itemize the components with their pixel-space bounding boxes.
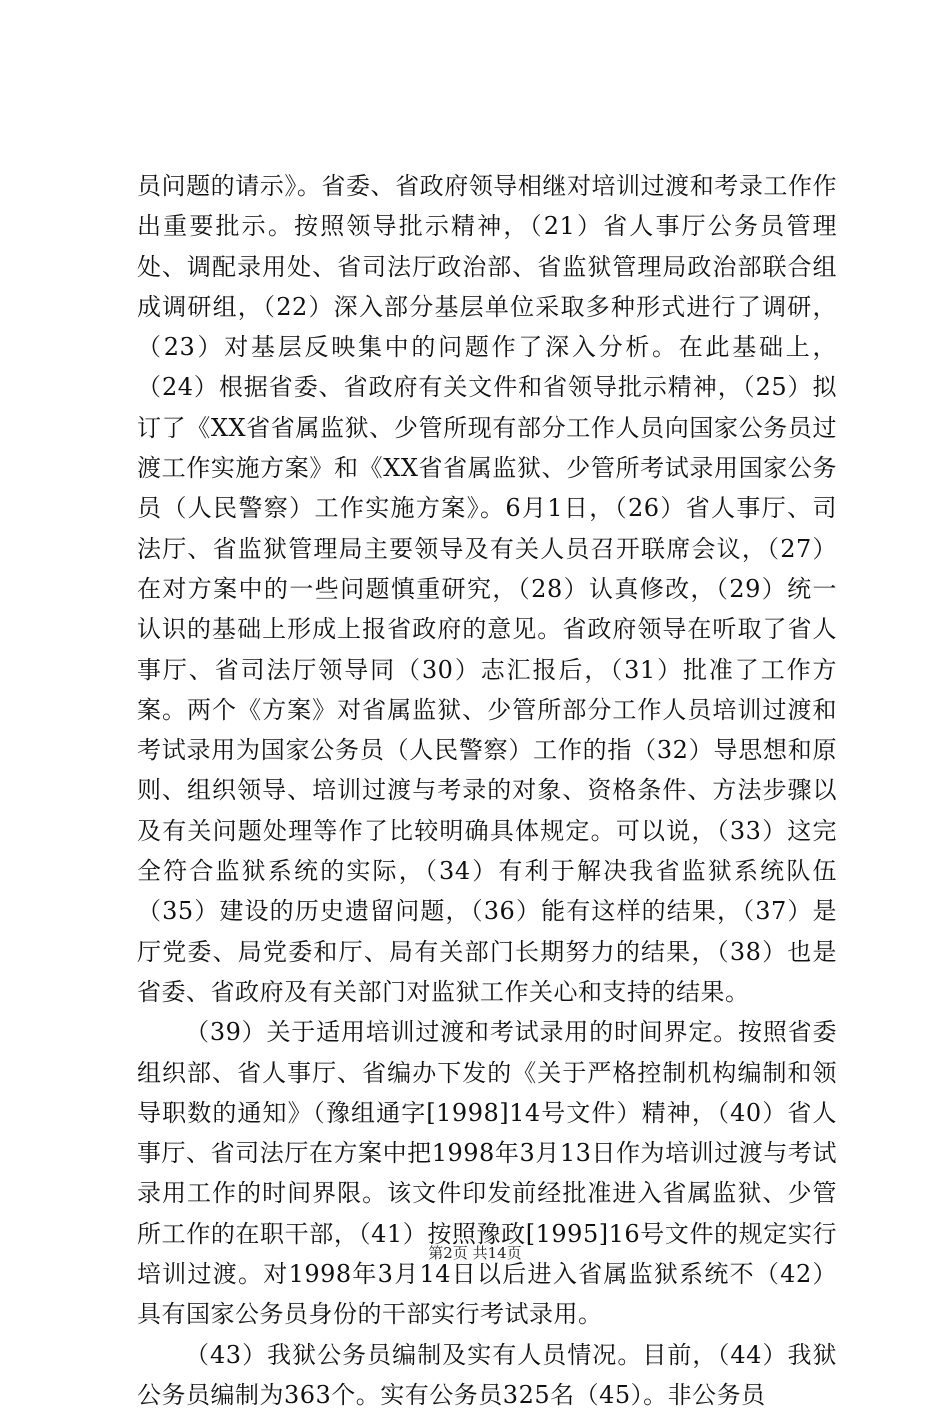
document-body [137,166,837,1415]
paragraph-1: 员问题的请示》。省委、省政府领导相继对培训过渡和考录工作作出重要批示。按照领导批示精神，（21）省人事厅公务员管理处、调配录用处、省司法厅政治部、省监狱管理局政治部联合组成调研组，（22）深入部分基层单位采取多种形式进行了调研，（23）对基层反映集中的问题作了深入分析。在此基础上，（24）根据省委、省政府有关文件和省领导批示精神，（25）拟订了《XX省省属监狱、少管所现有部分工作人员向国家公务员过渡工作实施方案》和《XX省省属监狱、少管所考试录用国家公务员（人民警察）工作实施方案》。6月1日，（26）省人事厅、司法厅、省监狱管理局主要领导及有关人员召开联席会议，（27）在对方案中的一些问题慎重研究，（28）认真修改，（29）统一认识的基础上形成上报省政府的意见。省政府领导在听取了省人事厅、省司法厅领导同（30）志汇报后，（31）批准了工作方案。两个《方案》对省属监狱、少管所部分工作人员培训过渡和考试录用为国家公务员（人民警察）工作的指（32）导思想和原则、组织领导、培训过渡与考录的对象、资格条件、方法步骤以及有关问题处理等作了比较明确具体规定。可以说，（33）这完全符合监狱系统的实际，（34）有利于解决我省监狱系统队伍（35）建设的历史遗留问题，（36）能有这样的结果，（37）是厅党委、局党委和厅、局有关部门长期努力的结果，（38）也是省委、省政府及有关部门对监狱工作关心和支持的结果。 [137,172,837,1006]
paragraph-3: （43）我狱公务员编制及实有人员情况。目前，（44）我狱公务员编制为363个。实有公务员325名（45）。非公务员 [137,1340,837,1409]
page-footer: 第2页 共14页 [428,1244,522,1262]
paragraph-2: （39）关于适用培训过渡和考试录用的时间界定。按照省委组织部、省人事厅、省编办下发的《关于严格控制机构编制和领导职数的通知》（豫组通字[1998]14号文件）精神，（40）省人事厅、省司法厅在方案中把1998年3月13日作为培训过渡与考试录用工作的时间界限。该文件印发前经批准进入省属监狱、少管所工作的在职干部，（41）按照豫政[1995]16号文件的规定实行培训过渡。对1998年3月14日以后进入省属监狱系统不（42）具有国家公务员身份的干部实行考试录用。 [137,1018,837,1329]
